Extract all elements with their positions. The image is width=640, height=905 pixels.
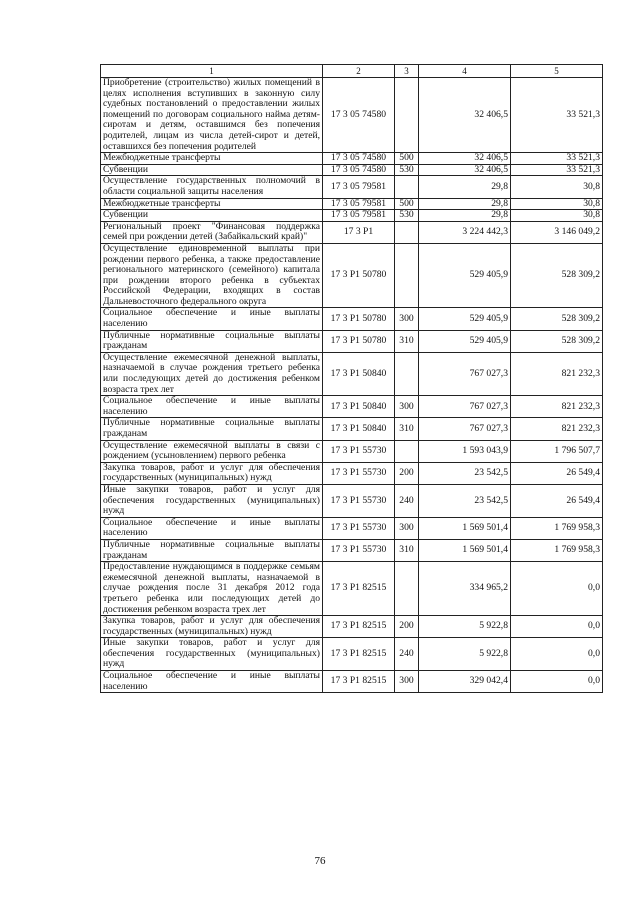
table-body <box>101 78 603 693</box>
row-code: 17 3 P1 55730 <box>323 539 395 561</box>
table-row <box>101 78 603 153</box>
table-row <box>101 330 603 352</box>
row-code: 17 3 05 74580 <box>323 153 395 165</box>
table-row <box>101 562 603 616</box>
row-code: 17 3 05 74580 <box>323 78 395 153</box>
row-code: 17 3 P1 50780 <box>323 330 395 352</box>
table-row <box>101 638 603 671</box>
row-value-year1: 1 569 501,4 <box>419 517 511 539</box>
row-name: Субвенции <box>101 210 323 222</box>
row-code: 17 3 P1 <box>323 221 395 243</box>
row-code: 17 3 P1 55730 <box>323 484 395 517</box>
row-name: Осуществление государственных полномочий в области социальной защиты населения <box>101 176 323 198</box>
table-row <box>101 440 603 462</box>
table-row <box>101 539 603 561</box>
row-expense-type: 310 <box>395 539 419 561</box>
row-value-year1: 3 224 442,3 <box>419 221 511 243</box>
table-row <box>101 517 603 539</box>
table-row <box>101 418 603 440</box>
row-name: Межбюджетные трансферты <box>101 198 323 210</box>
row-expense-type <box>395 78 419 153</box>
row-value-year2: 26 549,4 <box>511 484 603 517</box>
row-value-year2: 0,0 <box>511 638 603 671</box>
row-value-year1: 767 027,3 <box>419 418 511 440</box>
row-value-year1: 1 593 043,9 <box>419 440 511 462</box>
row-expense-type: 500 <box>395 198 419 210</box>
row-value-year1: 23 542,5 <box>419 462 511 484</box>
row-value-year2: 0,0 <box>511 616 603 638</box>
row-name: Закупка товаров, работ и услуг для обеспечения государственных (муниципальных) нужд <box>101 462 323 484</box>
row-value-year1: 32 406,5 <box>419 78 511 153</box>
row-value-year2: 33 521,3 <box>511 164 603 176</box>
row-value-year1: 529 405,9 <box>419 243 511 308</box>
table-row <box>101 153 603 165</box>
row-value-year2: 1 769 958,3 <box>511 517 603 539</box>
table-row <box>101 243 603 308</box>
row-expense-type <box>395 562 419 616</box>
row-value-year2: 821 232,3 <box>511 396 603 418</box>
row-value-year1: 329 042,4 <box>419 671 511 693</box>
table-row <box>101 462 603 484</box>
row-value-year1: 5 922,8 <box>419 616 511 638</box>
column-header: 5 <box>511 65 603 78</box>
row-value-year1: 529 405,9 <box>419 330 511 352</box>
row-expense-type <box>395 440 419 462</box>
row-value-year2: 1 796 507,7 <box>511 440 603 462</box>
row-code: 17 3 05 74580 <box>323 164 395 176</box>
row-expense-type: 300 <box>395 308 419 330</box>
row-name: Социальное обеспечение и иные выплаты населению <box>101 396 323 418</box>
row-expense-type <box>395 176 419 198</box>
row-expense-type: 310 <box>395 330 419 352</box>
table-row <box>101 671 603 693</box>
row-code: 17 3 P1 82515 <box>323 638 395 671</box>
row-code: 17 3 P1 50840 <box>323 396 395 418</box>
table-row <box>101 198 603 210</box>
column-header: 4 <box>419 65 511 78</box>
row-code: 17 3 P1 55730 <box>323 462 395 484</box>
table-row <box>101 396 603 418</box>
row-value-year1: 29,8 <box>419 176 511 198</box>
row-name: Иные закупки товаров, работ и услуг для обеспечения государственных (муниципальных) нужд <box>101 484 323 517</box>
row-name: Публичные нормативные социальные выплаты гражданам <box>101 539 323 561</box>
table-row <box>101 352 603 395</box>
row-value-year2: 26 549,4 <box>511 462 603 484</box>
row-value-year2: 30,8 <box>511 210 603 222</box>
row-code: 17 3 P1 55730 <box>323 440 395 462</box>
page-number: 76 <box>314 855 326 867</box>
table-row <box>101 210 603 222</box>
row-expense-type: 300 <box>395 671 419 693</box>
row-value-year1: 767 027,3 <box>419 352 511 395</box>
row-value-year1: 29,8 <box>419 198 511 210</box>
column-header: 1 <box>101 65 323 78</box>
row-code: 17 3 P1 50780 <box>323 308 395 330</box>
row-name: Региональный проект "Финансовая поддержка семей при рождении детей (Забайкальский край)" <box>101 221 323 243</box>
budget-table <box>100 64 603 693</box>
row-value-year1: 5 922,8 <box>419 638 511 671</box>
row-value-year1: 29,8 <box>419 210 511 222</box>
row-code: 17 3 P1 82515 <box>323 562 395 616</box>
row-value-year2: 821 232,3 <box>511 418 603 440</box>
row-name: Публичные нормативные социальные выплаты гражданам <box>101 418 323 440</box>
row-expense-type: 300 <box>395 517 419 539</box>
row-value-year2: 528 309,2 <box>511 308 603 330</box>
row-expense-type: 530 <box>395 164 419 176</box>
row-name: Осуществление ежемесячной денежной выплаты, назначаемой в случае рождения третьего ребенка или последующих детей до достижения ребенком возраста трех лет <box>101 352 323 395</box>
row-value-year2: 33 521,3 <box>511 78 603 153</box>
row-expense-type: 240 <box>395 484 419 517</box>
row-value-year1: 529 405,9 <box>419 308 511 330</box>
table-row <box>101 308 603 330</box>
row-name: Социальное обеспечение и иные выплаты населению <box>101 517 323 539</box>
row-code: 17 3 05 79581 <box>323 210 395 222</box>
row-value-year1: 334 965,2 <box>419 562 511 616</box>
row-value-year2: 0,0 <box>511 671 603 693</box>
row-code: 17 3 P1 82515 <box>323 671 395 693</box>
table-row <box>101 176 603 198</box>
row-name: Закупка товаров, работ и услуг для обеспечения государственных (муниципальных) нужд <box>101 616 323 638</box>
row-value-year2: 528 309,2 <box>511 330 603 352</box>
row-name: Субвенции <box>101 164 323 176</box>
row-code: 17 3 05 79581 <box>323 176 395 198</box>
row-name: Социальное обеспечение и иные выплаты населению <box>101 671 323 693</box>
table-header-row <box>101 65 603 78</box>
row-code: 17 3 P1 50840 <box>323 418 395 440</box>
row-expense-type: 200 <box>395 616 419 638</box>
row-code: 17 3 P1 55730 <box>323 517 395 539</box>
row-name: Приобретение (строительство) жилых помещений в целях исполнения вступивших в законную силу судебных постановлений о предоставлении жилых помещений по договорам социального найма детям-сиротам и детям, оставшимся без попечения родителей, лицам из числа детей-сирот и детей, оставшихся без попечения родителей <box>101 78 323 153</box>
row-value-year2: 3 146 049,2 <box>511 221 603 243</box>
row-value-year1: 23 542,5 <box>419 484 511 517</box>
row-code: 17 3 P1 50780 <box>323 243 395 308</box>
row-value-year1: 32 406,5 <box>419 153 511 165</box>
row-expense-type: 200 <box>395 462 419 484</box>
row-expense-type <box>395 352 419 395</box>
column-header: 2 <box>323 65 395 78</box>
row-name: Осуществление единовременной выплаты при рождении первого ребенка, а также предоставление регионального материнского (семейного) капитала при рождении второго ребенка в субъектах Российской Федерации, входящих в состав Дальневосточного федерального округа <box>101 243 323 308</box>
row-expense-type: 300 <box>395 396 419 418</box>
row-value-year2: 33 521,3 <box>511 153 603 165</box>
row-expense-type <box>395 221 419 243</box>
row-expense-type: 500 <box>395 153 419 165</box>
row-code: 17 3 05 79581 <box>323 198 395 210</box>
table-row <box>101 221 603 243</box>
row-expense-type <box>395 243 419 308</box>
row-value-year1: 1 569 501,4 <box>419 539 511 561</box>
row-name: Социальное обеспечение и иные выплаты населению <box>101 308 323 330</box>
row-value-year2: 30,8 <box>511 176 603 198</box>
row-value-year2: 1 769 958,3 <box>511 539 603 561</box>
table-row <box>101 616 603 638</box>
column-header: 3 <box>395 65 419 78</box>
row-expense-type: 240 <box>395 638 419 671</box>
row-name: Публичные нормативные социальные выплаты гражданам <box>101 330 323 352</box>
row-value-year2: 821 232,3 <box>511 352 603 395</box>
row-code: 17 3 P1 50840 <box>323 352 395 395</box>
row-name: Межбюджетные трансферты <box>101 153 323 165</box>
row-value-year2: 30,8 <box>511 198 603 210</box>
table-row <box>101 484 603 517</box>
row-value-year2: 528 309,2 <box>511 243 603 308</box>
row-value-year2: 0,0 <box>511 562 603 616</box>
row-name: Предоставление нуждающимся в поддержке семьям ежемесячной денежной выплаты, назначаемой в случае рождения после 31 декабря 2012 года третьего ребенка или последующих детей до достижения ребенком возраста трех лет <box>101 562 323 616</box>
row-expense-type: 530 <box>395 210 419 222</box>
row-code: 17 3 P1 82515 <box>323 616 395 638</box>
row-value-year1: 32 406,5 <box>419 164 511 176</box>
row-expense-type: 310 <box>395 418 419 440</box>
row-value-year1: 767 027,3 <box>419 396 511 418</box>
row-name: Осуществление ежемесячной выплаты в связи с рождением (усыновлением) первого ребенка <box>101 440 323 462</box>
table-row <box>101 164 603 176</box>
row-name: Иные закупки товаров, работ и услуг для обеспечения государственных (муниципальных) нужд <box>101 638 323 671</box>
